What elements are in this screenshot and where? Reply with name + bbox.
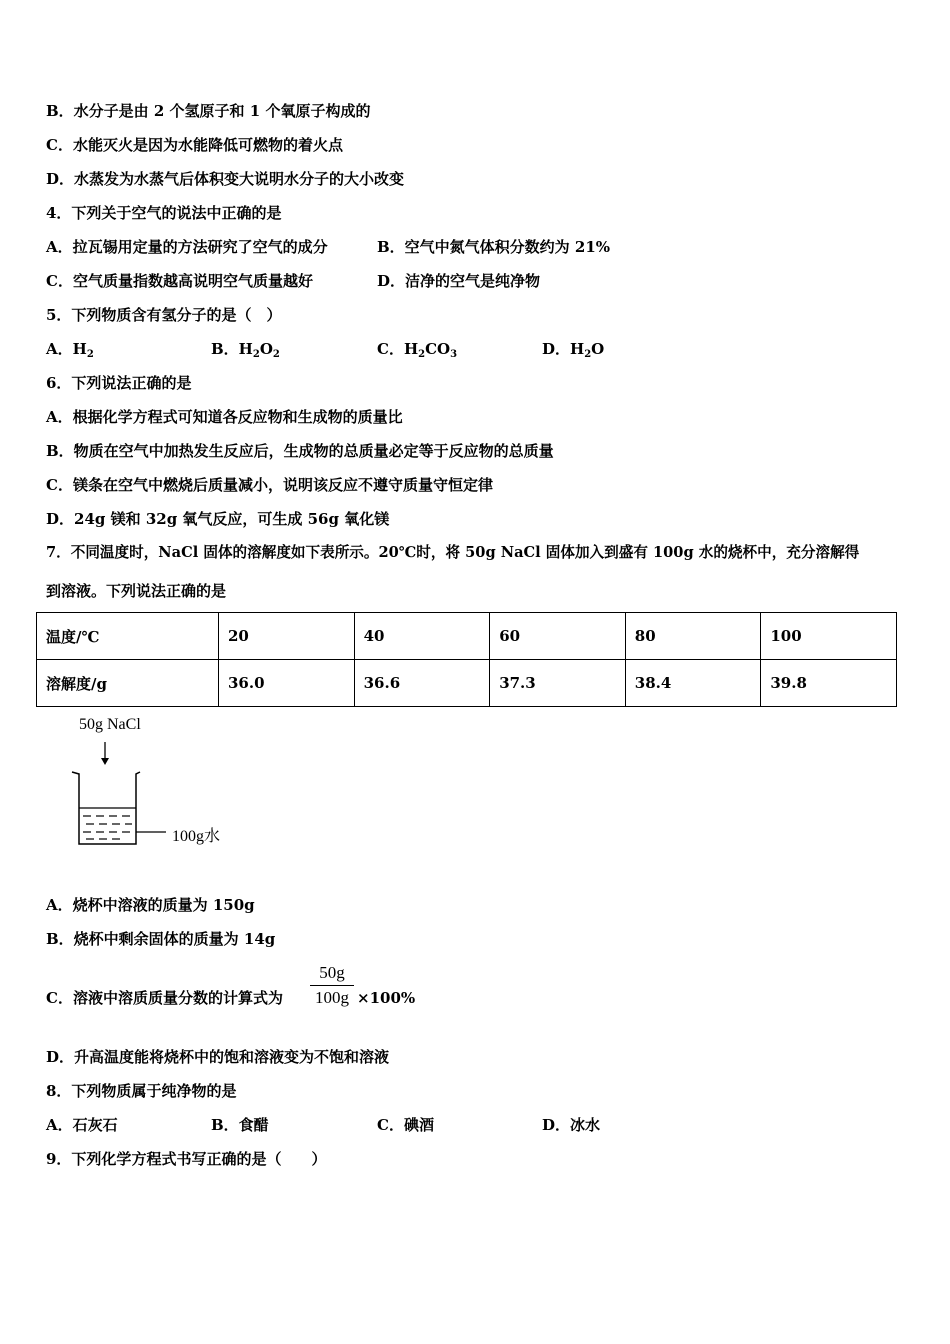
q6-option-b: B．物质在空气中加热发生反应后，生成物的总质量必定等于反应物的总质量 bbox=[46, 442, 554, 460]
q5-b-sub2: 2 bbox=[272, 349, 280, 360]
q5-c-mid: CO bbox=[425, 340, 451, 358]
q3-option-d: D．水蒸发为水蒸气后体积变大说明水分子的大小改变 bbox=[46, 170, 405, 188]
table-cell: 溶解度/g bbox=[37, 660, 219, 707]
figure-nacl-label: 50g NaCl bbox=[79, 716, 141, 733]
table-cell: 40 bbox=[354, 613, 490, 660]
solubility-table bbox=[36, 612, 897, 707]
q5-option-c bbox=[377, 339, 457, 365]
q7-option-c-suffix: ×100% bbox=[357, 989, 416, 1007]
figure-water-label: 100g水 bbox=[172, 828, 221, 845]
table-cell: 36.0 bbox=[219, 660, 355, 707]
table-row bbox=[37, 660, 897, 707]
q5-d-label: D．H bbox=[542, 340, 585, 358]
fraction-numerator: 50g bbox=[319, 963, 345, 982]
q6-option-a: A．根据化学方程式可知道各反应物和生成物的质量比 bbox=[46, 408, 403, 426]
q5-d-sub: 2 bbox=[584, 349, 592, 360]
q8-option-a: A．石灰石 bbox=[46, 1116, 118, 1134]
q5-c-sub2: 3 bbox=[450, 349, 458, 360]
q5-stem: 5．下列物质含有氢分子的是（ ） bbox=[46, 306, 282, 324]
q8-stem: 8．下列物质属于纯净物的是 bbox=[46, 1082, 237, 1100]
q7-stem-continued: 到溶液。下列说法正确的是 bbox=[46, 582, 227, 600]
table-cell: 80 bbox=[625, 613, 761, 660]
q5-c-sub1: 2 bbox=[418, 349, 426, 360]
q6-stem: 6．下列说法正确的是 bbox=[46, 374, 192, 392]
beaker-figure bbox=[66, 738, 176, 850]
q4-option-c: C．空气质量指数越高说明空气质量越好 bbox=[46, 272, 313, 290]
q8-option-b: B．食醋 bbox=[211, 1116, 269, 1134]
q4-stem: 4．下列关于空气的说法中正确的是 bbox=[46, 204, 282, 222]
table-cell: 20 bbox=[219, 613, 355, 660]
q4-option-b: B．空气中氮气体积分数约为 21% bbox=[377, 238, 611, 256]
table-cell: 100 bbox=[761, 613, 897, 660]
table-row bbox=[37, 613, 897, 660]
table-cell: 37.3 bbox=[490, 660, 626, 707]
q7-option-d: D．升高温度能将烧杯中的饱和溶液变为不饱和溶液 bbox=[46, 1048, 390, 1066]
table-cell: 38.4 bbox=[625, 660, 761, 707]
fraction-denominator: 100g bbox=[315, 988, 349, 1007]
q5-a-sub: 2 bbox=[86, 349, 94, 360]
table-cell: 60 bbox=[490, 613, 626, 660]
table-cell: 39.8 bbox=[761, 660, 897, 707]
q3-option-c: C．水能灭火是因为水能降低可燃物的着火点 bbox=[46, 136, 343, 154]
q3-option-b: B．水分子是由 2 个氢原子和 1 个氧原子构成的 bbox=[46, 102, 371, 120]
q5-option-d bbox=[542, 339, 604, 365]
q7-option-a: A．烧杯中溶液的质量为 150g bbox=[46, 896, 255, 914]
q5-b-label: B．H bbox=[211, 340, 253, 358]
q5-d-tail: O bbox=[591, 340, 605, 358]
table-cell: 36.6 bbox=[354, 660, 490, 707]
q7-fraction bbox=[310, 962, 354, 1009]
q7-option-b: B．烧杯中剩余固体的质量为 14g bbox=[46, 930, 276, 948]
q6-option-d: D．24g 镁和 32g 氧气反应，可生成 56g 氧化镁 bbox=[46, 510, 390, 528]
q5-c-label: C．H bbox=[377, 340, 419, 358]
q7-option-c-prefix: C．溶液中溶质质量分数的计算式为 bbox=[46, 989, 283, 1007]
q4-option-d: D．洁净的空气是纯净物 bbox=[377, 272, 541, 290]
q7-stem: 7．不同温度时，NaCl 固体的溶解度如下表所示。20℃时，将 50g NaCl 固体加入到盛有 100g 水的烧杯中，充分溶解得 bbox=[46, 544, 860, 561]
q5-a-label: A．H bbox=[46, 340, 87, 358]
fraction-bar bbox=[310, 985, 354, 986]
q6-option-c: C．镁条在空气中燃烧后质量减小，说明该反应不遵守质量守恒定律 bbox=[46, 476, 493, 494]
q5-b-mid: O bbox=[259, 340, 273, 358]
q5-option-b bbox=[211, 339, 280, 365]
q8-option-d: D．冰水 bbox=[542, 1116, 601, 1134]
q5-b-sub1: 2 bbox=[252, 349, 260, 360]
q9-stem: 9．下列化学方程式书写正确的是（ ） bbox=[46, 1150, 327, 1168]
beaker-icon bbox=[72, 772, 166, 844]
down-arrow-icon bbox=[101, 742, 109, 765]
q4-option-a: A．拉瓦锡用定量的方法研究了空气的成分 bbox=[46, 238, 328, 256]
table-cell: 温度/℃ bbox=[37, 613, 219, 660]
q5-option-a bbox=[46, 339, 94, 365]
q8-option-c: C．碘酒 bbox=[377, 1116, 434, 1134]
